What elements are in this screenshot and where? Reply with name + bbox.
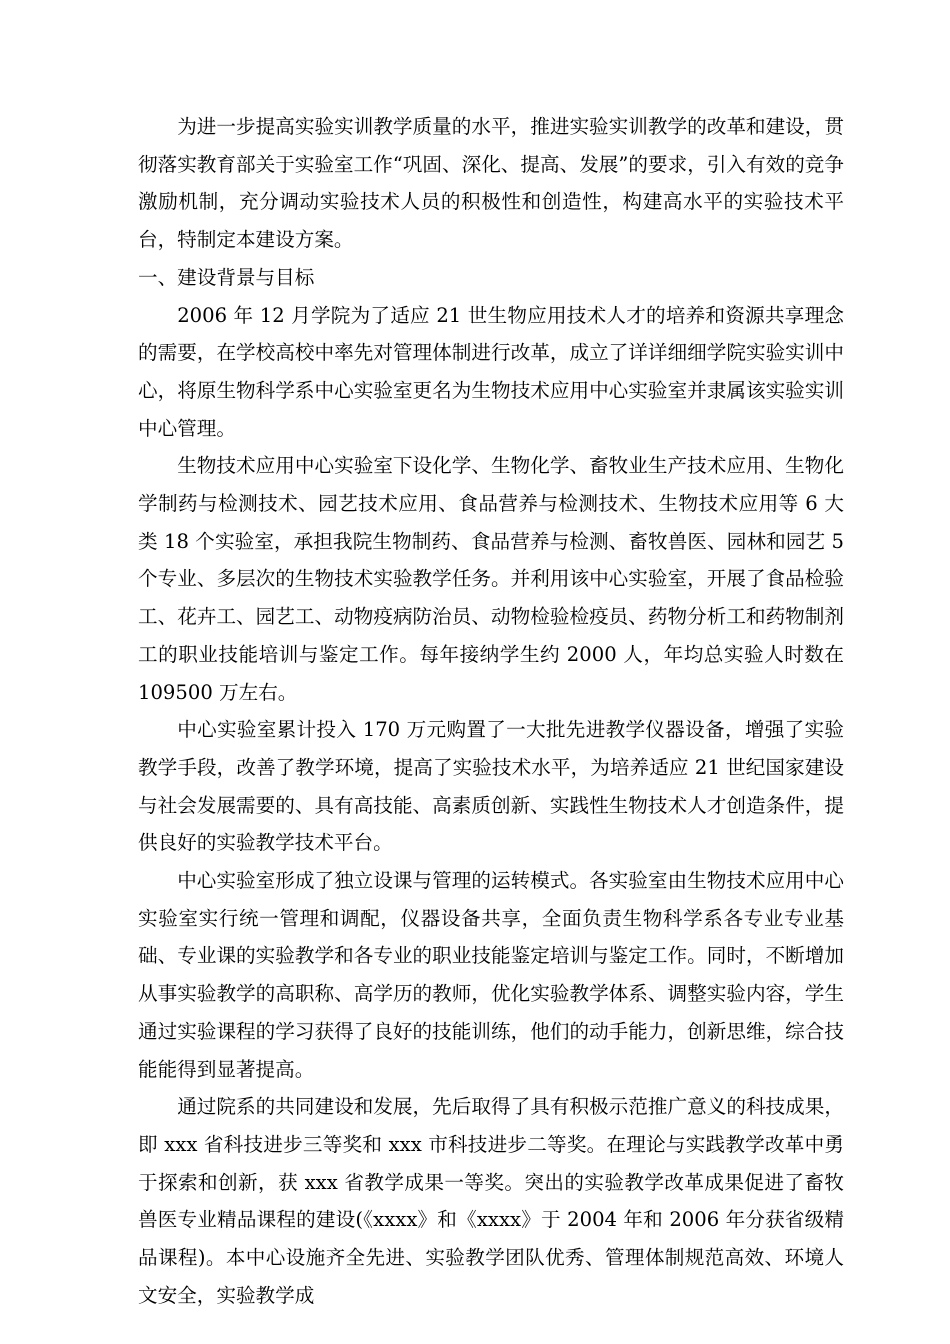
investment-paragraph: 中心实验室累计投入 170 万元购置了一大批先进教学仪器设备，增强了实验教学手段，改善了教学环境，提高了实验技术水平，为培养适应 21 世纪国家建设与社会发展需要的、具有高技能、高素质创新、实践性生物技术人才创造条件，提供良好的实验教学技术平台。 (138, 718, 844, 855)
labs-paragraph: 生物技术应用中心实验室下设化学、生物化学、畜牧业生产技术应用、生物化学制药与检测技术、园艺技术应用、食品营养与检测技术、生物技术应用等 6 大类 18 个实验室，承担我院生物制药、食品营养与检测、畜牧兽医、园林和园艺 5 个专业、多层次的生物技术实验教学任务。并利用该中心实验室，开展了食品检验工、花卉工、园艺工、动物疫病防治员、动物检验检疫员、药物分析工和药物制剂工的职业技能培训与鉴定工作。每年接纳学生约 2000 人，年均总实验人时数在 109500 万左右。 (138, 454, 844, 704)
operation-mode-paragraph: 中心实验室形成了独立设课与管理的运转模式。各实验室由生物技术应用中心实验室实行统一管理和调配，仪器设备共享，全面负责生物科学系各专业专业基础、专业课的实验教学和各专业的职业技能鉴定培训与鉴定工作。同时，不断增加从事实验教学的高职称、高学历的教师，优化实验教学体系、调整实验内容，学生通过实验课程的学习获得了良好的技能训练，他们的动手能力，创新思维，综合技能能得到显著提高。 (138, 869, 844, 1081)
document-body (138, 108, 844, 1315)
background-paragraph: 2006 年 12 月学院为了适应 21 世生物应用技术人才的培养和资源共享理念的需要，在学校高校中率先对管理体制进行改革，成立了详详细细学院实验实训中心，将原生物科学系中心实验室更名为生物技术应用中心实验室并隶属该实验实训中心管理。 (138, 303, 844, 440)
achievements-paragraph: 通过院系的共同建设和发展，先后取得了具有积极示范推广意义的科技成果，即 xxx 省科技进步三等奖和 xxx 市科技进步二等奖。在理论与实践教学改革中勇于探索和创新，获 xxx 省教学成果一等奖。突出的实验教学改革成果促进了畜牧兽医专业精品课程的建设(《xxxx》和《xxxx》于 2004 年和 2006 年分获省级精品课程)。本中心设施齐全先进、实验教学团队优秀、管理体制规范高效、环境人文安全，实验教学成 (138, 1095, 844, 1307)
intro-paragraph: 为进一步提高实验实训教学质量的水平，推进实验实训教学的改革和建设，贯彻落实教育部关于实验室工作“巩固、深化、提高、发展”的要求，引入有效的竞争激励机制，充分调动实验技术人员的积极性和创造性，构建高水平的实验技术平台，特制定本建设方案。 (138, 115, 844, 252)
section-heading: 一、建设背景与目标 (138, 265, 315, 289)
